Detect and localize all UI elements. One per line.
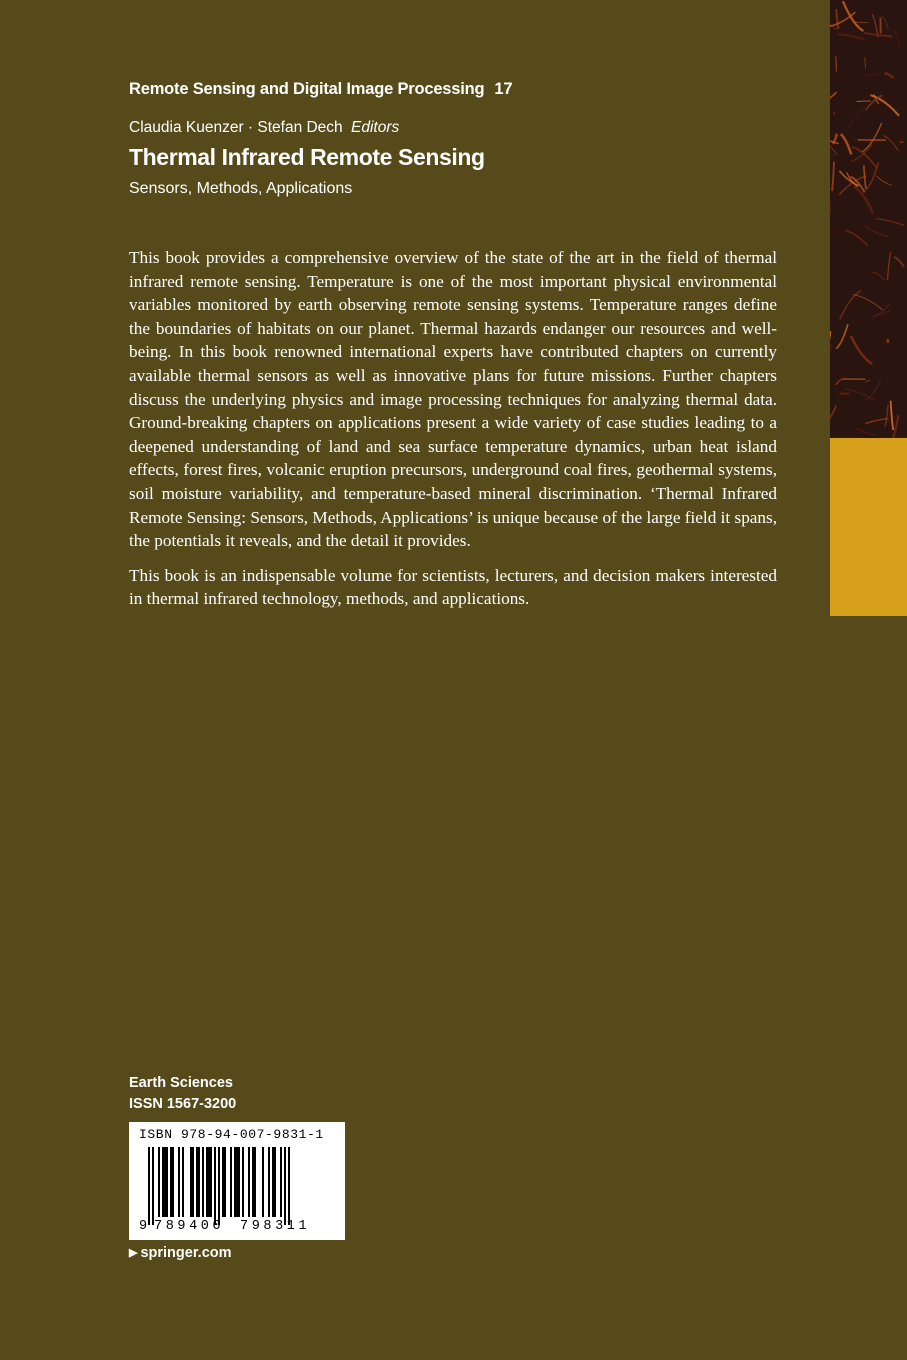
book-subtitle: Sensors, Methods, Applications (129, 180, 353, 197)
thermal-map-line (877, 310, 890, 315)
thermal-map-line (830, 406, 836, 429)
barcode-bar (170, 1147, 174, 1217)
thermal-map-line (841, 134, 852, 154)
barcode-bar (230, 1147, 232, 1217)
thermal-map-line (838, 34, 865, 39)
thermal-map-line (851, 336, 873, 364)
barcode-bar (268, 1147, 270, 1217)
barcode-bar (222, 1147, 226, 1217)
barcode-bar (288, 1147, 290, 1225)
barcode-bar (162, 1147, 168, 1217)
book-description (129, 246, 777, 622)
ean-digits (129, 1219, 345, 1237)
thermal-map-line (836, 380, 841, 385)
thermal-map-line (864, 165, 866, 189)
subject-category: Earth Sciences (129, 1075, 233, 1091)
thermal-map-line (876, 219, 904, 226)
description-paragraph-2: This book is an indispensable volume for scientists, lecturers, and decision makers interested in thermal infrared technology, methods, and applications. (129, 565, 777, 609)
publisher-url: springer.com (140, 1245, 232, 1261)
thermal-map-line (894, 257, 904, 267)
barcode-bar (234, 1147, 240, 1217)
barcode-bar (202, 1147, 204, 1217)
barcode-bar (158, 1147, 160, 1217)
thermal-map-line (845, 230, 868, 245)
thermal-map-image (830, 0, 907, 438)
thermal-map-line (872, 304, 890, 318)
barcode-bar (214, 1147, 216, 1225)
barcode-bar (206, 1147, 212, 1217)
editors-role: Editors (351, 119, 400, 136)
thermal-map-line (885, 73, 894, 78)
thermal-map-line (885, 405, 888, 427)
thermal-map-line (830, 331, 831, 345)
thermal-map-line (871, 272, 885, 280)
thermal-map-line (865, 419, 888, 424)
barcode-bar (262, 1147, 264, 1217)
subject-block (129, 1073, 236, 1115)
series-name: Remote Sensing and Digital Image Processing (129, 80, 485, 98)
thermal-map-strip (830, 0, 907, 438)
barcode-bar (284, 1147, 286, 1225)
thermal-map-line (857, 428, 876, 435)
editors-line (129, 119, 399, 137)
triangle-right-icon: ▶ (129, 1247, 138, 1259)
thermal-map-line (830, 92, 837, 105)
thermal-map-line (888, 252, 891, 281)
thermal-map-line (840, 291, 861, 319)
ean-first-digit: 9 (139, 1219, 148, 1234)
thermal-map-line (857, 101, 871, 102)
thermal-map-line (864, 74, 882, 76)
barcode-bar (196, 1147, 200, 1217)
issn-number: ISSN 1567-3200 (129, 1096, 237, 1112)
thermal-map-line (848, 108, 865, 130)
ean-right-digits: 798311 (240, 1219, 311, 1234)
thermal-map-line (831, 154, 836, 158)
thermal-map-line (845, 389, 874, 400)
thermal-map-line (883, 136, 898, 151)
thermal-map-line (853, 295, 882, 310)
barcode-bar (280, 1147, 282, 1217)
thermal-map-line (832, 162, 834, 191)
barcode-bar (152, 1147, 154, 1225)
ean-left-digits: 789400 (154, 1219, 225, 1234)
thermal-map-line (876, 176, 892, 185)
barcode-bar (148, 1147, 150, 1225)
thermal-map-line (865, 380, 870, 382)
barcode-bar (242, 1147, 244, 1217)
series-number: 17 (494, 80, 513, 98)
thermal-map-line (865, 381, 881, 401)
thermal-map-line (830, 344, 831, 356)
thermal-map-line (843, 1, 864, 31)
publisher-link[interactable] (129, 1245, 232, 1261)
book-title: Thermal Infrared Remote Sensing (129, 144, 485, 170)
barcode-bar (252, 1147, 256, 1217)
series-line (129, 80, 512, 99)
thermal-map-line (864, 33, 892, 36)
thermal-map-line (865, 57, 866, 69)
thermal-map-line (894, 29, 900, 46)
barcode-bar (190, 1147, 194, 1217)
thermal-map-line (836, 57, 837, 72)
isbn-label: ISBN 978-94-007-9831-1 (139, 1127, 324, 1142)
description-paragraph-1: This book provides a comprehensive overview of the state of the art in the field of thermal infrared remote sensing. Temperature is one of the most important physical environmental variables monitored by earth observing remote sensing systems. Temperature ranges define the boundaries of habitats on our planet. Thermal hazards endanger our resources and well-being. In this book renowned international experts have contributed chapters on currently available thermal sensors as well as innovative plans for future missions. Further chapters discuss the underlying physics and image processing techniques for analyzing thermal data. Ground-breaking chapters on applications present a wide variety of case studies leading to a deepened understanding of land and sea surface temperature dynamics, urban heat island effects, forest fires, volcanic eruption precursors, underground coal fires, geothermal systems, soil moisture variability, and temperature-based mineral discrimination. ‘Thermal Infrared Remote Sensing: Sensors, Methods, Applications’ is unique because of the large field it spans, the potentials it reveals, and the detail it provides. (129, 248, 777, 551)
thermal-map-line (855, 22, 868, 23)
thermal-map-line (891, 401, 894, 430)
accent-color-strip (830, 438, 907, 616)
barcode-box (129, 1122, 345, 1240)
editor-names: Claudia Kuenzer · Stefan Dech (129, 119, 343, 136)
barcode-bar (178, 1147, 180, 1217)
barcode-bar (218, 1147, 220, 1225)
barcode-bar (272, 1147, 276, 1217)
thermal-map-line (836, 324, 848, 349)
barcode-bar (182, 1147, 184, 1217)
thermal-map-line (882, 16, 888, 29)
thermal-map-line (865, 226, 888, 236)
barcode-bar (248, 1147, 250, 1217)
thermal-map-line (862, 123, 882, 152)
thermal-map-line (836, 9, 838, 29)
